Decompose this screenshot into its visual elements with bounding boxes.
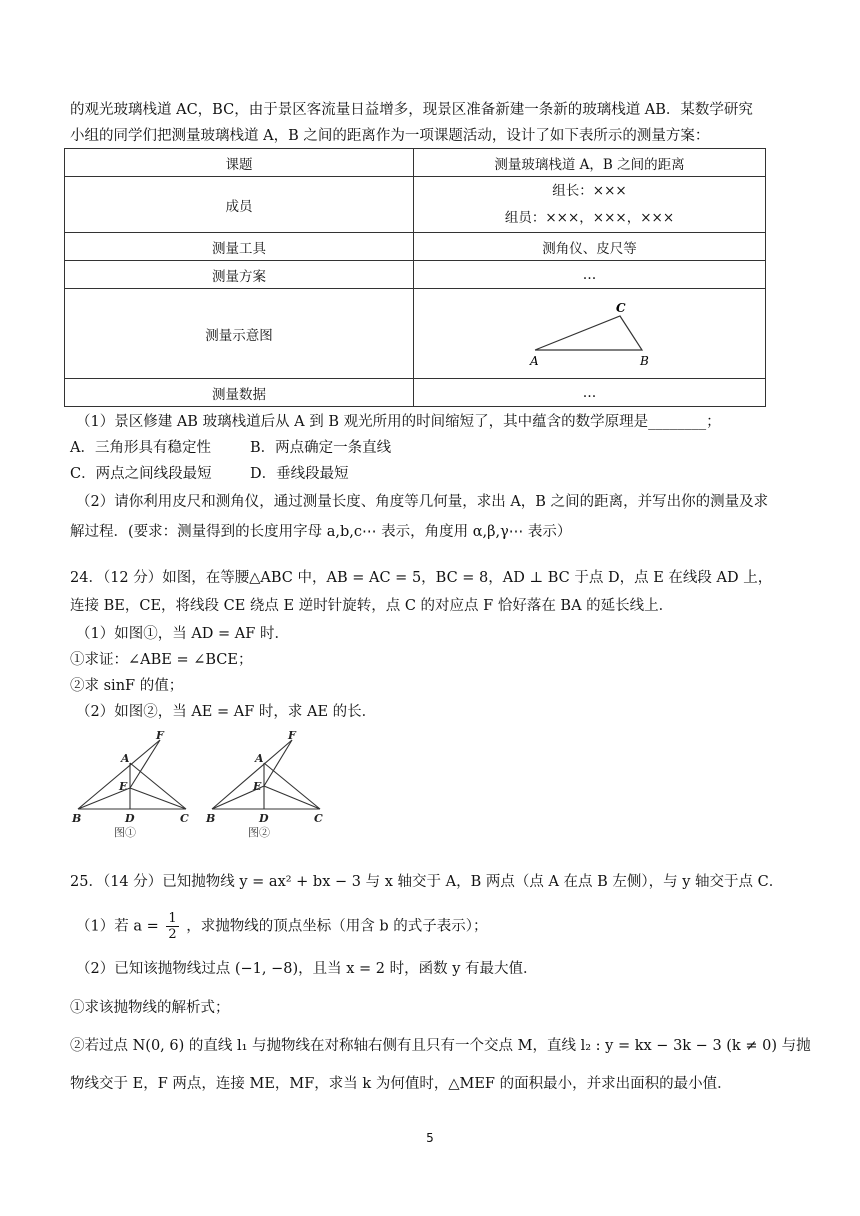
triangle-diagram [510, 292, 670, 372]
fig2-label-a: A [255, 752, 264, 765]
q24-part1-task2: ②求 sinF 的值； [70, 678, 184, 694]
table-row [65, 379, 766, 407]
fig1-label-a: A [121, 752, 130, 765]
q24-part2: （2）如图②，当 AE = AF 时，求 AE 的长． [76, 704, 377, 720]
row-label-plan: 测量方案 [65, 261, 414, 289]
q23-option-a: A．三角形具有稳定性 [70, 440, 211, 456]
fig2-caption: 图② [248, 826, 270, 839]
row-value-data: … [414, 379, 766, 407]
fig1-label-d: D [125, 812, 135, 825]
table-row [65, 289, 766, 379]
row-label-topic: 课题 [65, 149, 414, 177]
q25-part1 [76, 911, 488, 942]
fraction-denominator: 2 [168, 927, 177, 942]
diagram-label-c: C [615, 300, 626, 315]
figure-2 [202, 730, 332, 840]
fig1-caption: 图① [114, 826, 136, 839]
fig2-label-e: E [253, 780, 262, 793]
row-value-topic: 测量玻璃栈道 A，B 之间的距离 [414, 149, 766, 177]
intro-line-1: 的观光玻璃栈道 AC，BC，由于景区客流量日益增多，现景区准备新建一条新的玻璃栈道 AB．某数学研究 [70, 102, 753, 118]
q24-part1: （1）如图①，当 AD = AF 时． [76, 626, 289, 642]
table-row [65, 149, 766, 177]
table-row [65, 233, 766, 261]
q24-line2: 连接 BE，CE，将线段 CE 绕点 E 逆时针旋转，点 C 的对应点 F 恰好落在 BA 的延长线上． [70, 598, 674, 614]
row-label-members: 成员 [65, 177, 414, 233]
q25-part1-prefix: （1）若 a = [76, 918, 159, 935]
q25-part2-task2-line2: 物线交于 E，F 两点，连接 ME，MF，求当 k 为何值时，△MEF 的面积最小，并求出面积的最小值． [70, 1076, 732, 1092]
fig2-label-c: C [314, 812, 323, 825]
diagram-label-b: B [639, 353, 649, 368]
team-leader: 组长：××× [552, 182, 627, 199]
row-label-diagram: 测量示意图 [65, 289, 414, 379]
row-value-plan: … [414, 261, 766, 289]
q25-part2-task2-line1: ②若过点 N(0, 6) 的直线 l₁ 与抛物线在对称轴右侧有且只有一个交点 M，直线 l₂ : y = kx − 3k − 3 (k ≠ 0) 与抛 [70, 1038, 811, 1054]
q23-part2-line2: 解过程．(要求：测量得到的长度用字母 a,b,c⋯ 表示，角度用 α,β,γ⋯ 表示） [70, 524, 572, 540]
q23-option-c: C．两点之间线段最短 [70, 466, 212, 482]
row-value-members [414, 177, 766, 233]
fig2-label-b: B [206, 812, 216, 825]
row-value-diagram [414, 289, 766, 379]
fig1-label-c: C [180, 812, 189, 825]
fig1-label-f: F [156, 730, 164, 742]
table-row [65, 177, 766, 233]
row-value-tools: 测角仪、皮尺等 [414, 233, 766, 261]
fraction-numerator: 1 [168, 911, 177, 926]
q23-part1: （1）景区修建 AB 玻璃栈道后从 A 到 B 观光所用的时间缩短了，其中蕴含的数学原理是________； [76, 414, 721, 430]
page-number: 5 [426, 1131, 434, 1145]
q25-part1-suffix: ，求抛物线的顶点坐标（用含 b 的式子表示）； [186, 918, 488, 935]
row-label-tools: 测量工具 [65, 233, 414, 261]
q25-line1: 25．（14 分）已知抛物线 y = ax² + bx − 3 与 x 轴交于 A，B 两点（点 A 在点 B 左侧），与 y 轴交于点 C． [70, 874, 784, 890]
q23-option-d: D．垂线段最短 [250, 466, 349, 482]
fig2-label-f: F [288, 730, 296, 742]
q25-part2-task1: ①求该抛物线的解析式； [70, 1000, 230, 1016]
q25-part2: （2）已知该抛物线过点 (−1, −8)，且当 x = 2 时，函数 y 有最大值． [76, 961, 538, 977]
measurement-plan-table [64, 148, 766, 407]
q24-line1: 24．（12 分）如图，在等腰△ABC 中，AB = AC = 5，BC = 8，AD ⊥ BC 于点 D，点 E 在线段 AD 上， [70, 570, 773, 586]
fig1-label-e: E [119, 780, 128, 793]
row-label-data: 测量数据 [65, 379, 414, 407]
team-members: 组员：×××，×××，××× [504, 209, 675, 226]
table-row [65, 261, 766, 289]
intro-line-2: 小组的同学们把测量玻璃栈道 A，B 之间的距离作为一项课题活动，设计了如下表所示的测量方案： [70, 128, 710, 144]
q23-option-b: B．两点确定一条直线 [250, 440, 392, 456]
q23-part2-line1: （2）请你利用皮尺和测角仪，通过测量长度、角度等几何量，求出 A，B 之间的距离，并写出你的测量及求 [76, 494, 769, 510]
diagram-label-a: A [529, 353, 539, 368]
q24-part1-task1: ①求证：∠ABE = ∠BCE； [70, 652, 253, 668]
fraction-one-half [166, 911, 178, 942]
figure-1 [68, 730, 198, 840]
fig1-label-b: B [72, 812, 82, 825]
fig2-label-d: D [259, 812, 269, 825]
